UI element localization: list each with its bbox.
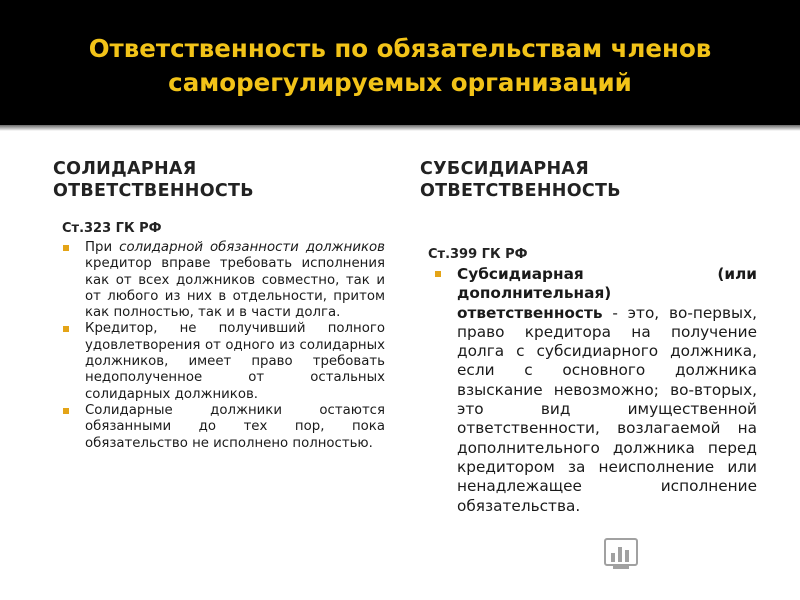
left-bullet-list bbox=[60, 240, 385, 452]
title-bar-shadow bbox=[0, 125, 800, 131]
title-bar bbox=[0, 0, 800, 125]
list-item bbox=[60, 321, 385, 402]
square-bullet-icon bbox=[435, 271, 441, 277]
left-column-heading bbox=[53, 158, 254, 202]
bar-chart-icon bbox=[603, 535, 639, 571]
left-heading-line-2: ОТВЕТСТВЕННОСТЬ bbox=[53, 181, 254, 201]
slide-title bbox=[89, 26, 712, 100]
bullet-3-text: Солидарные должники остаются обязанными до тех пор, пока обязательство не исполнено полностью. bbox=[85, 402, 385, 451]
bullet-1-emphasis: солидарной обязанности должников bbox=[119, 240, 385, 255]
slide-title-line-2: саморегулируемых организаций bbox=[168, 67, 632, 97]
left-source-reference: Ст.323 ГК РФ bbox=[62, 221, 162, 236]
bullet-1-rest: кредитор вправе требовать исполнения как от всех должников совместно, так и от любого из них в отдельности, притом как полностью, так и в части долга. bbox=[85, 256, 385, 321]
list-item bbox=[60, 403, 385, 452]
left-heading-line-1: СОЛИДАРНАЯ bbox=[53, 159, 197, 179]
right-heading-line-2: ОТВЕТСТВЕННОСТЬ bbox=[420, 181, 621, 201]
list-item bbox=[60, 240, 385, 321]
right-heading-line-1: СУБСИДИАРНАЯ bbox=[420, 159, 590, 179]
bullet-1-lead: При bbox=[85, 240, 120, 255]
square-bullet-icon bbox=[63, 326, 69, 332]
right-bullet-list bbox=[432, 265, 757, 516]
list-item bbox=[432, 265, 757, 516]
bullet-definition: - это, во-первых, право кредитора на получение долга с субсидиарного должника, если с основного должника взыскание невозможно; во-вторых, это вид имущественной ответственности, возлагаемой на дополнительного должника перед кредитором за неисполнение или ненадлежащее исполнение обязательства. bbox=[457, 303, 757, 515]
slide-title-line-1: Ответственность по обязательствам членов bbox=[88, 33, 712, 63]
bullet-2-text: Кредитор, не получивший полного удовлетворения от одного из солидарных должников, имеет право требовать недополученное от остальных солидарных должников. bbox=[85, 321, 385, 402]
right-column-heading bbox=[420, 158, 621, 202]
square-bullet-icon bbox=[63, 245, 69, 251]
square-bullet-icon bbox=[63, 408, 69, 414]
right-source-reference: Ст.399 ГК РФ bbox=[428, 247, 528, 262]
bullet-bold-term: Субсидиарная (или дополнительная) ответственность bbox=[457, 265, 757, 322]
